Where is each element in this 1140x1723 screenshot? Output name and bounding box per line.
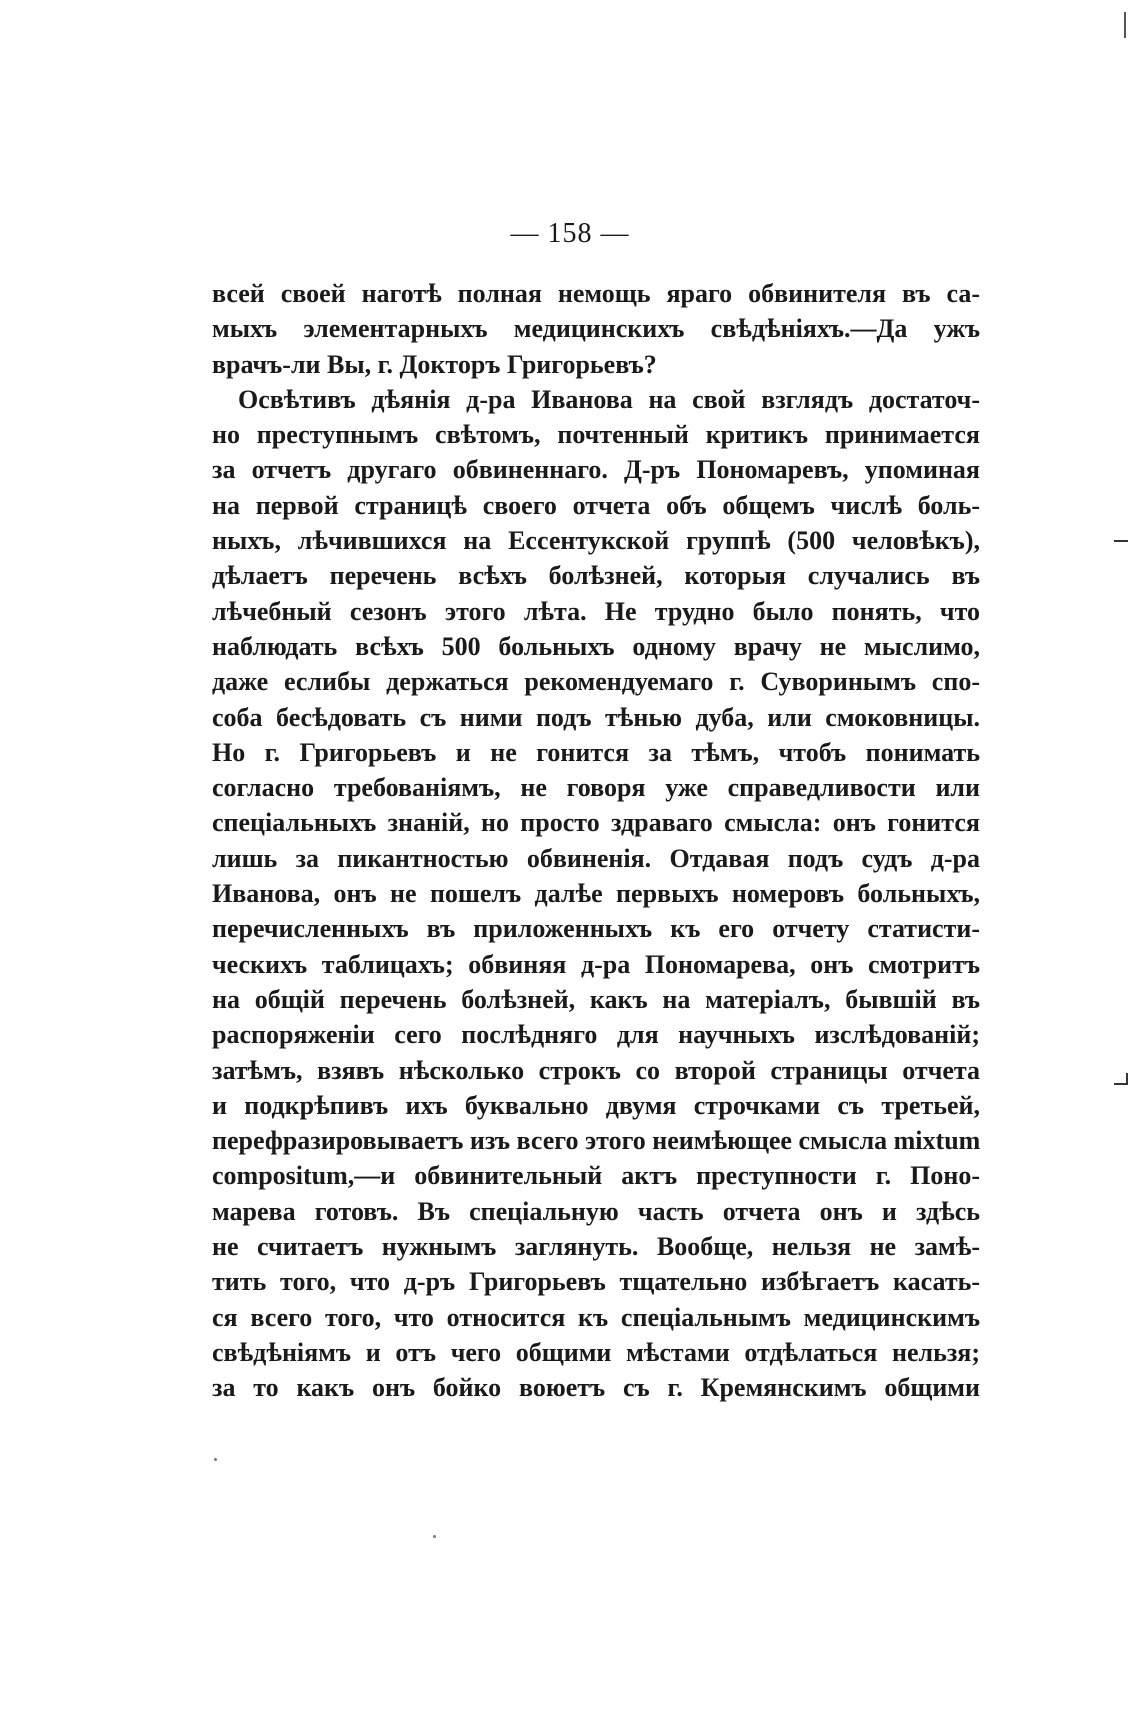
text-line: за отчетъ другаго обвиненнаго. Д-ръ Пономаревъ, упоминая xyxy=(212,455,980,485)
text-line: марева готовъ. Въ спеціальную часть отчета онъ и здѣсь xyxy=(212,1196,980,1226)
text-line: не считаетъ нужнымъ заглянуть. Вообще, нельзя не замѣ- xyxy=(212,1232,980,1262)
page-number: — 158 — xyxy=(510,218,630,249)
text-line: перечисленныхъ въ приложенныхъ къ его отчету статисти- xyxy=(212,914,980,944)
margin-tick-mark xyxy=(1114,1083,1128,1085)
text-line: Но г. Григорьевъ и не гонится за тѣмъ, чтобъ понимать xyxy=(212,737,980,767)
text-line: наблюдать всѣхъ 500 больныхъ одному врачу не мыслимо, xyxy=(212,631,980,661)
text-line: соба бесѣдовать съ ними подъ тѣнью дуба, или смоковницы. xyxy=(212,702,980,732)
text-line: спеціальныхъ знаній, но просто здраваго смысла: онъ гонится xyxy=(212,808,980,838)
text-line: за то какъ онъ бойко воюетъ съ г. Кремянскимъ общими xyxy=(212,1373,980,1403)
margin-tick-mark xyxy=(1114,540,1128,542)
text-line: но преступнымъ свѣтомъ, почтенный критикъ принимается xyxy=(212,420,980,450)
text-line: даже еслибы держаться рекомендуемаго г. Суворинымъ спо- xyxy=(212,667,980,697)
text-line: лишь за пикантностью обвиненія. Отдавая подъ судъ д-ра xyxy=(212,843,980,873)
text-line: на общій перечень болѣзней, какъ на матеріалъ, бывшій въ xyxy=(212,984,980,1014)
text-line: ческихъ таблицахъ; обвиняя д-ра Пономарева, онъ смотритъ xyxy=(212,949,980,979)
text-line: ся всего того, что относится къ спеціальнымъ медицинскимъ xyxy=(212,1302,980,1332)
scan-edge-mark xyxy=(1124,12,1126,38)
text-line: ныхъ, лѣчившихся на Ессентукской группѣ (500 человѣкъ), xyxy=(212,526,980,556)
text-line: врачъ-ли Вы, г. Докторъ Григорьевъ? xyxy=(212,349,657,379)
text-line: дѣлаетъ перечень всѣхъ болѣзней, которыя случались въ xyxy=(212,561,980,591)
text-line: согласно требованіямъ, не говоря уже справедливости или xyxy=(212,773,980,803)
text-line: на первой страницѣ своего отчета объ общемъ числѣ боль- xyxy=(212,490,980,520)
text-line: Освѣтивъ дѣянія д-ра Иванова на свой взглядъ достаточ- xyxy=(238,384,980,414)
text-line: и подкрѣпивъ ихъ буквально двумя строчками съ третьей, xyxy=(212,1090,980,1120)
text-line: мыхъ элементарныхъ медицинскихъ свѣдѣніяхъ.—Да ужъ xyxy=(212,314,980,344)
text-line: Иванова, онъ не пошелъ далѣе первыхъ номеровъ больныхъ, xyxy=(212,879,980,909)
body-text xyxy=(212,276,980,1406)
text-line: compositum,—и обвинительный актъ преступности г. Поно- xyxy=(212,1161,980,1191)
scan-dust-speck xyxy=(214,1458,217,1461)
text-line: затѣмъ, взявъ нѣсколько строкъ со второй страницы отчета xyxy=(212,1055,980,1085)
text-line: перефразировываетъ изъ всего этого неимѣющее смысла mixtum xyxy=(212,1126,980,1156)
text-line: всей своей наготѣ полная немощь яраго обвинителя въ са- xyxy=(212,279,980,308)
text-line: тить того, что д-ръ Григорьевъ тщательно избѣгаетъ касать- xyxy=(212,1267,980,1297)
scan-dust-speck xyxy=(433,1535,436,1538)
text-line: свѣдѣніямъ и отъ чего общими мѣстами отдѣлаться нельзя; xyxy=(212,1337,980,1367)
text-line: распоряженіи сего послѣдняго для научныхъ изслѣдованій; xyxy=(212,1020,980,1050)
text-line: лѣчебный сезонъ этого лѣта. Не трудно было понять, что xyxy=(212,596,980,626)
